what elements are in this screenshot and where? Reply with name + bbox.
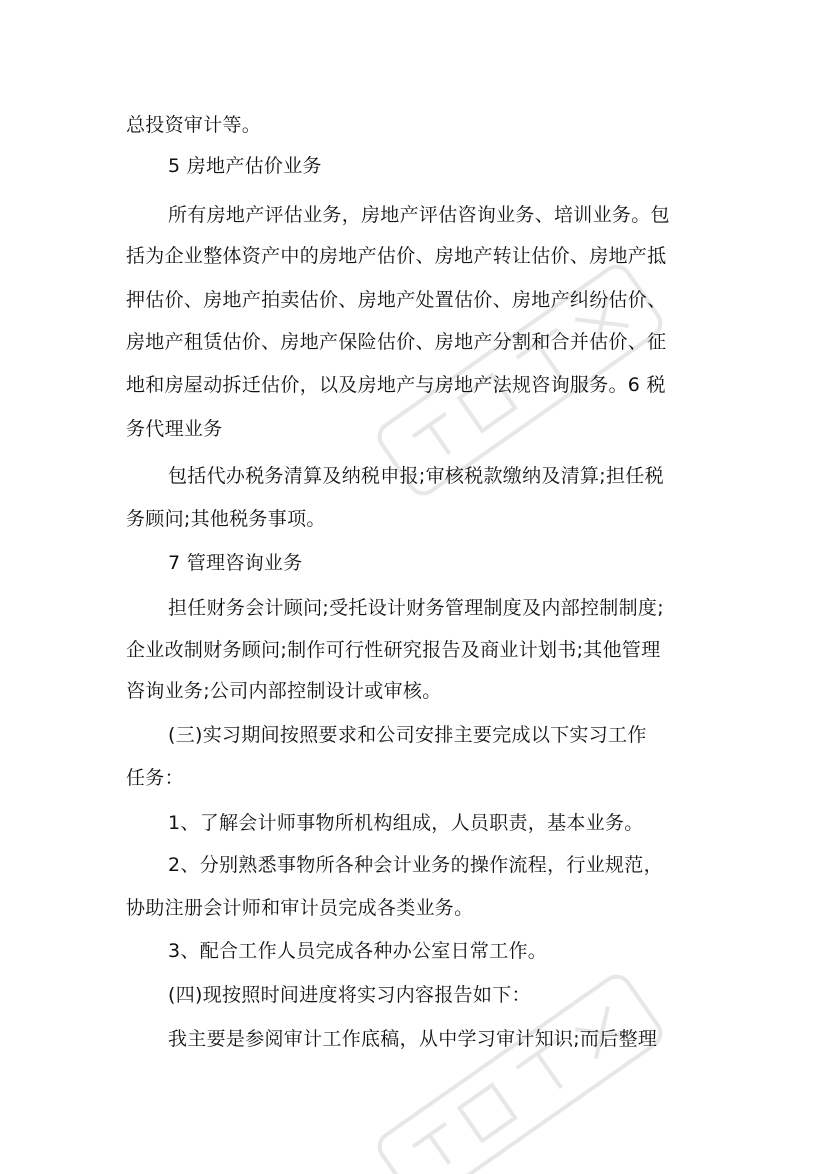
text-line: 总投资审计等。 — [126, 114, 262, 136]
section-heading: 5 房地产估价业务 — [168, 155, 322, 177]
text-line: 企业改制财务顾问;制作可行性研究报告及商业计划书;其他管理 — [126, 639, 661, 661]
section-heading: (四)现按照时间进度将实习内容报告如下： — [168, 984, 531, 1006]
text-line: 担任财务会计顾问;受托设计财务管理制度及内部控制制度; — [168, 597, 664, 619]
section-heading: 7 管理咨询业务 — [168, 552, 303, 574]
list-item: 3、配合工作人员完成各种办公室日常工作。 — [168, 940, 548, 962]
text-line: 地和房屋动拆迁估价，以及房地产与房地产法规咨询服务。6 税 — [126, 374, 666, 396]
list-item: 2、分别熟悉事物所各种会计业务的操作流程，行业规范， — [168, 854, 663, 876]
text-line: 协助注册会计师和审计员完成各类业务。 — [126, 897, 474, 919]
text-line: 押估价、房地产拍卖估价、房地产处置估价、房地产纠纷估价、 — [126, 289, 667, 311]
text-line: 咨询业务;公司内部控制设计或审核。 — [126, 680, 442, 702]
text-line: 括为企业整体资产中的房地产估价、房地产转让估价、房地产抵 — [126, 245, 667, 267]
text-line: 所有房地产评估业务，房地产评估咨询业务、培训业务。包 — [168, 204, 670, 226]
text-line: 务代理业务 — [126, 418, 223, 440]
text-line: 包括代办税务清算及纳税申报;审核税款缴纳及清算;担任税 — [168, 465, 664, 487]
text-line: 我主要是参阅审计工作底稿，从中学习审计知识;而后整理 — [168, 1028, 658, 1050]
text-line: 务顾问;其他税务事项。 — [126, 508, 326, 530]
text-line: 房地产租赁估价、房地产保险估价、房地产分割和合并估价、征 — [126, 331, 667, 353]
text-line: 任务： — [126, 767, 184, 789]
list-item: 1、了解会计师事物所机构组成，人员职责，基本业务。 — [168, 812, 644, 834]
text-line: (三)实习期间按照要求和公司安排主要完成以下实习工作 — [168, 724, 647, 746]
